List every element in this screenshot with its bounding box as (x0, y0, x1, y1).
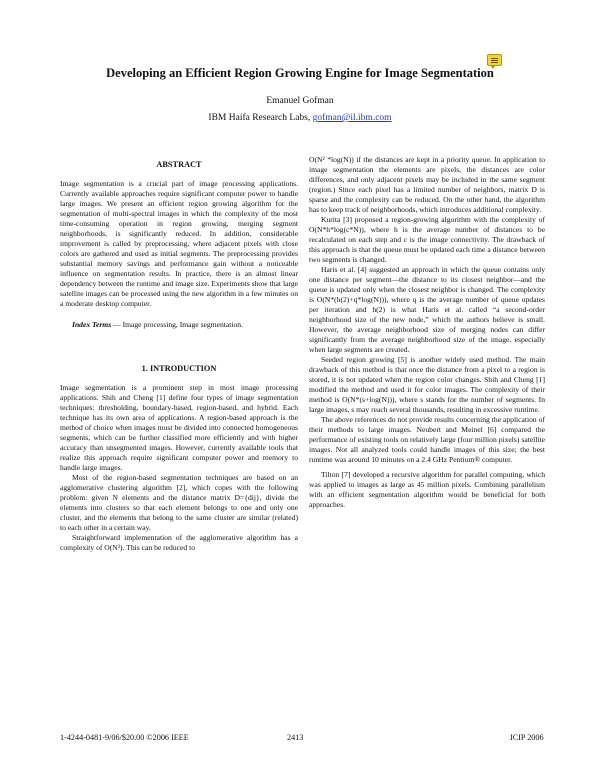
index-terms (60, 320, 298, 330)
abstract-text: Image segmentation is a crucial part of image processing applications. Currently available approaches require significant computer power to handle large images. We present an efficient region growing algorithm for the segmentation of multi-spectral images in which the complexity of the most time-consuming operation in region growing, merging segment neighborhoods, is significantly reduced. In addition, considerable improvement is called by preprocessing, where adjacent pixels with close colors are gathered and used as initial segments. The preprocessing provides substantial memory savings and performance gain without a noticeable influence on segmentation results. In practice, there is an almost linear dependency between the runtime and image size. Experiments show that large satellite images can be processed using the new algorithm in a few minutes on a moderate desktop computer. (60, 179, 298, 308)
index-terms-text: — Image processing, Image segmentation. (111, 320, 243, 329)
index-terms-label: Index Terms (72, 320, 112, 329)
right-paragraph-6: Tilton [7] developed a recursive algorithm for parallel computing, which was applied to images as large as 45 million pixels. Combining parallelism with an efficient segmentation algorithm would be beneficial for both approaches. (309, 470, 545, 509)
left-column (60, 160, 298, 553)
right-paragraph-2: Kurita [3] proposed a region-growing algorithm with the complexity of O(N*h*log(c*N)), where h is the average number of distances to be recalculated on each step and c is the image connectivity. The drawback of this approach is that the queue must be updated each time a distance between two segments is changed. (309, 215, 545, 264)
sticky-note-icon[interactable] (487, 54, 502, 66)
intro-paragraph-2: Most of the region-based segmentation techniques are based on an agglomerative clustering algorithm [2], which copes with the following problem: given N elements and the distance matrix D={dij}, divide the elements into clusters so that each element belongs to one and only one cluster, and the elements that belong to the same cluster are similar (related) to each other in a certain way. (60, 473, 298, 532)
right-paragraph-3: Haris et al. [4] suggested an approach in which the queue contains only one distance per segment—the distance to its closest neighbor—and the queue is updated only when the closest neighbor is changed. The complexity is O(N*(h(2)+q*log(N))), where q is the average number of queue updates per iteration and h(2) is what Haris et al. called “a second-order neighborhood size of the new node,” which the authors believe is small. However, the average neighborhood size of merging nodes can differ significantly from the average neighborhood size of the image, especially when large segments are created. (309, 265, 545, 354)
paper-title: Developing an Efficient Region Growing Engine for Image Segmentation (106, 66, 494, 80)
abstract-heading: ABSTRACT (156, 160, 202, 169)
right-paragraph-5: The above references do not provide results concerning the application of their methods to large images. Neubert and Meinel [6] compared the performance of existing tools on relatively large (four million pixels) satellite images. Not all analyzed tools could handle images of this size; the best runtime was around 10 minutes on a 2.4 GHz Pentium® computer. (309, 415, 545, 464)
right-paragraph-4: Seeded region growing [5] is another widely used method. The main drawback of this method is that once the distance from a pixel to a region is stored, it is not updated when the region color changes. Shih and Cheng [1] modified the method and used it for color images. The complexity of their method is O(N*(s+log(N))), where s stands for the number of segments. In large images, s may reach several thousands, resulting in excessive runtime. (309, 355, 545, 414)
intro-heading: 1. INTRODUCTION (141, 364, 217, 373)
right-paragraph-1: O(N² *log(N)) if the distances are kept in a priority queue. In application to image segmentation the elements are pixels, the distances are color differences, and only adjacent pixels may be included in the same segment (region.) Since each pixel has a limited number of neighbors, matrix D is sparse and the complexity can be reduced. On the other hand, the algorithm has to keep track of neighborhoods, which introduces additional complexity. (309, 155, 545, 214)
intro-paragraph-3: Straightforward implementation of the agglomerative algorithm has a complexity of O(N³). This can be reduced to (60, 533, 298, 552)
right-column (309, 155, 545, 510)
author-name: Emanuel Gofman (266, 96, 334, 106)
intro-paragraph-1: Image segmentation is a prominent step in most image processing applications. Shih and Cheng [1] define four types of image segmentation techniques: thresholding, boundary-based, region-based, and hybrid. Each technique has its own area of applications. A region-based approach is the method of choice when images must be divided into connected homogeneous segments, which can be further classified more efficiently and with higher accuracy than unsegmented images. However, currently available tools that realize this approach require significant computer power and memory to handle large images. (60, 383, 298, 472)
affiliation-text: IBM Haifa Research Labs, (208, 113, 311, 123)
footer-page-number: 2413 (287, 733, 304, 742)
affiliation (0, 113, 600, 123)
footer-copyright: 1-4244-0481-9/06/$20.00 ©2006 IEEE (60, 733, 189, 742)
email-link[interactable]: gofman@il.ibm.com (312, 113, 392, 123)
footer-conference: ICIP 2006 (510, 733, 544, 742)
